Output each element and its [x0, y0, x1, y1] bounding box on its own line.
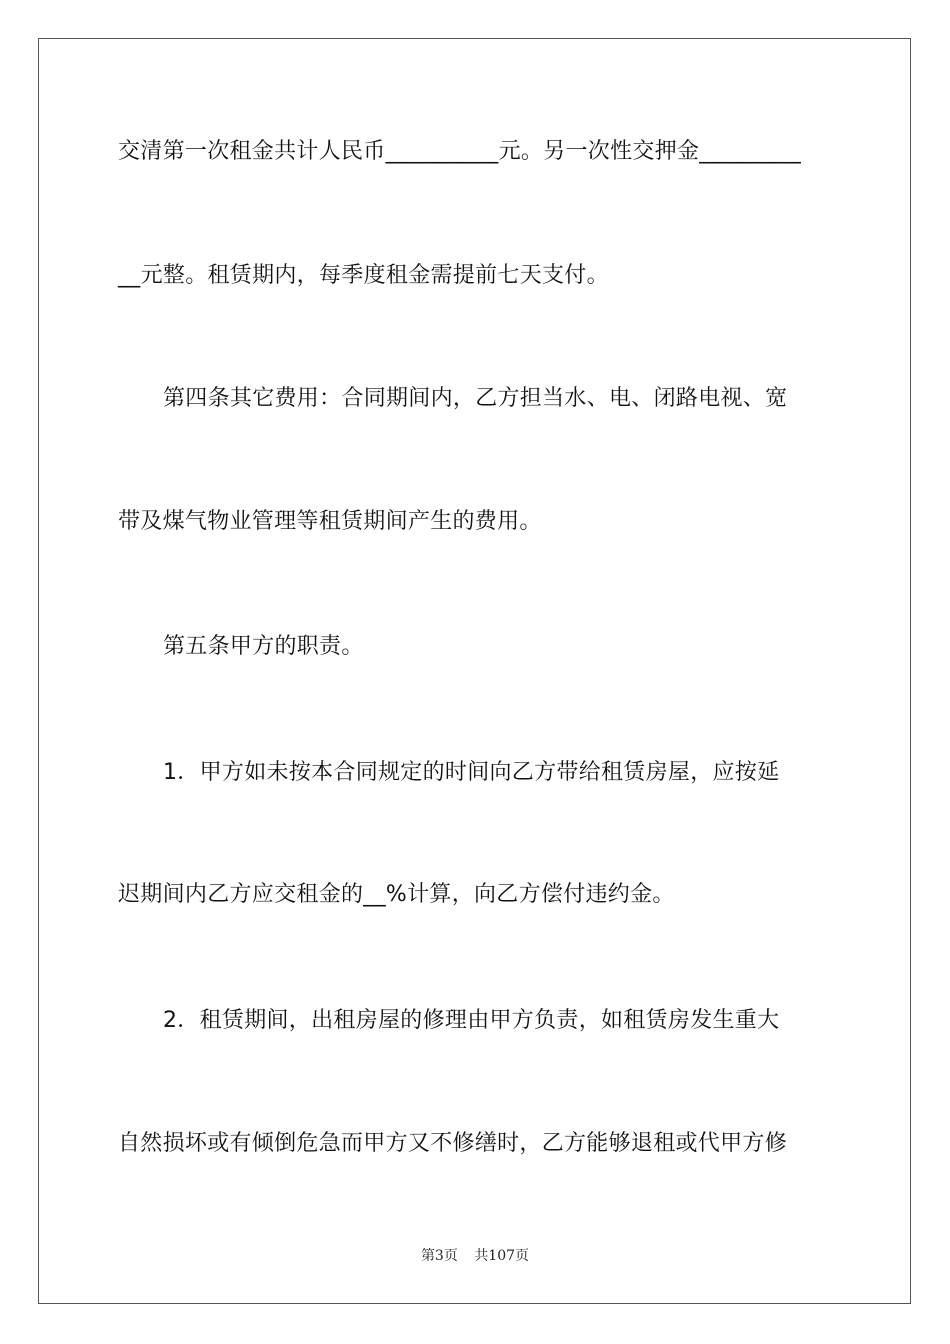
- text-line-3: 第四条其它费用：合同期间内，乙方担当水、电、闭路电视、宽: [163, 386, 788, 411]
- page-border: [38, 38, 911, 1304]
- text-line-1: 交清第一次租金共计人民币__________元。另一次性交押金_________: [118, 139, 802, 164]
- page-number: 第3页: [420, 1248, 458, 1264]
- text-line-6: 1．甲方如未按本合同规定的时间向乙方带给租赁房屋，应按延: [163, 760, 780, 785]
- text-line-4: 带及煤气物业管理等租赁期间产生的费用。: [118, 509, 542, 534]
- text-line-9: 自然损坏或有倾倒危急而甲方又不修缮时，乙方能够退租或代甲方修: [118, 1131, 788, 1156]
- text-line-5: 第五条甲方的职责。: [163, 634, 364, 659]
- page-footer: [0, 1247, 950, 1265]
- text-line-7: 迟期间内乙方应交租金的__%计算，向乙方偿付违约金。: [118, 882, 675, 907]
- total-pages: 共107页: [474, 1248, 530, 1264]
- text-line-2: __元整。租赁期内，每季度租金需提前七天支付。: [118, 263, 609, 288]
- text-line-8: 2．租赁期间，出租房屋的修理由甲方负责，如租赁房发生重大: [163, 1008, 780, 1033]
